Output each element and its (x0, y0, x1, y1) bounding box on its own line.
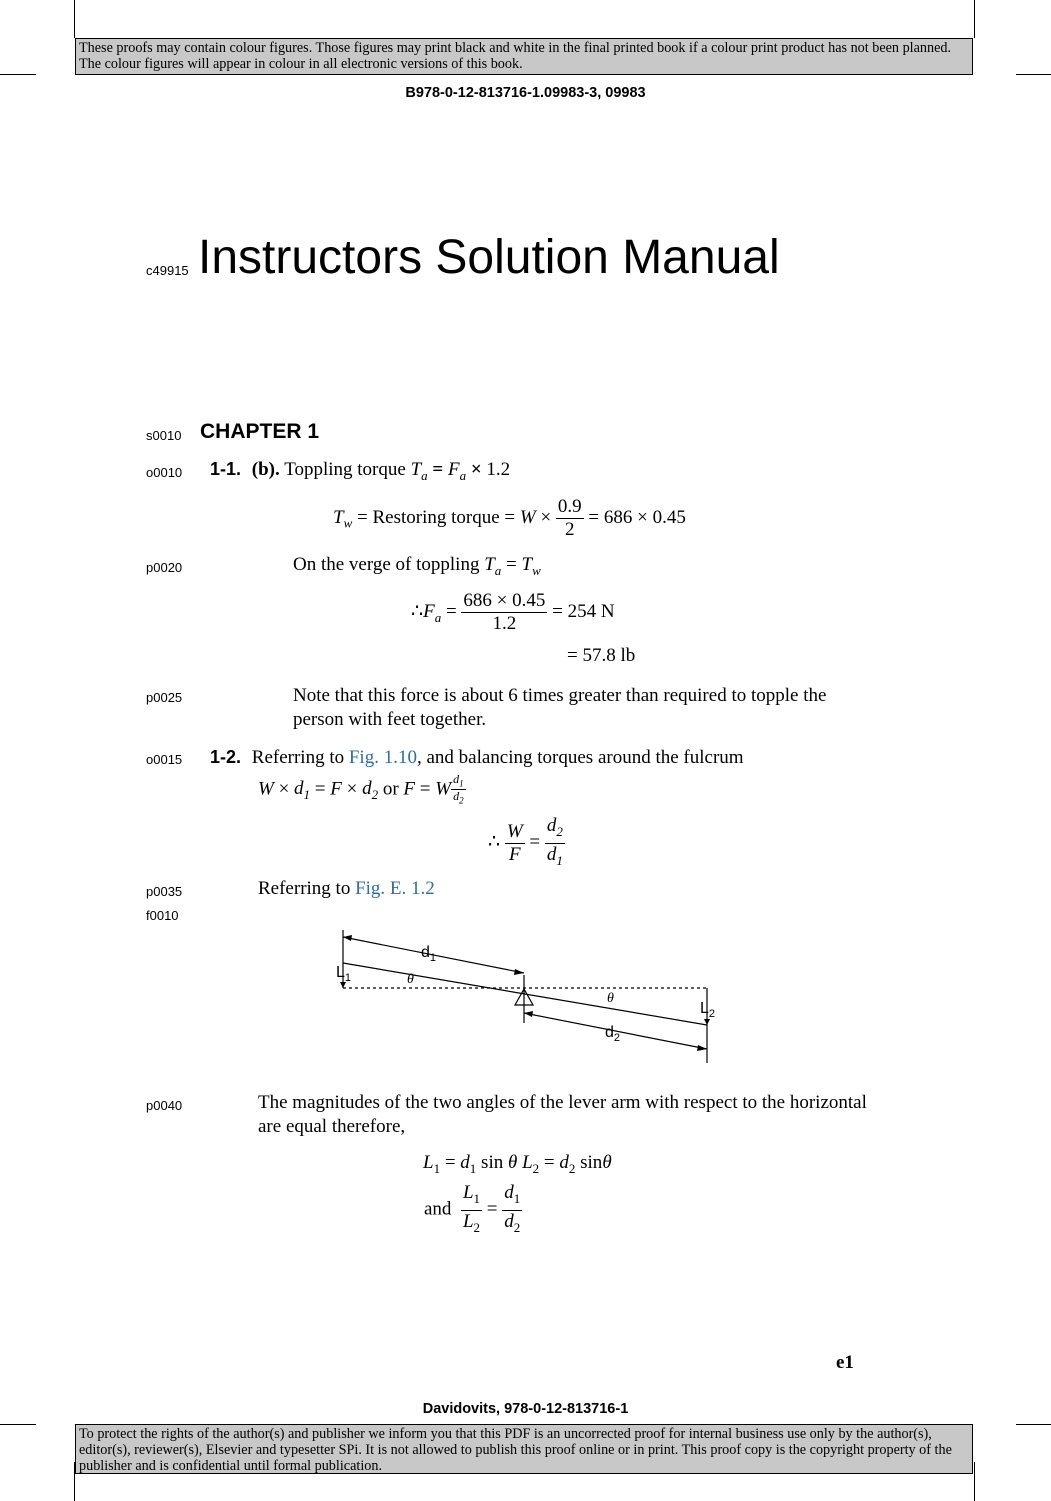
crop-mark (0, 74, 36, 75)
chapter-tag: c49915 (146, 263, 189, 278)
equation-force-lb: = 57.8 lb (567, 645, 636, 666)
section-tag: s0010 (146, 428, 182, 443)
page-number: e1 (836, 1352, 854, 1373)
paragraph-tag: p0035 (146, 884, 183, 899)
equation-restoring-torque: $T_w$ = Restoring torque = W × $\frac{0.9}{2}$ = 686 × 0.45 (333, 496, 686, 540)
svg-text:L1: $L_1$ (336, 964, 352, 984)
figure-link[interactable]: Fig. 1.10 (348, 747, 417, 768)
equation-length-ratio: and $\frac{L_1}{L_2}$ = $\frac{d_1}{d_2}$ (424, 1182, 521, 1235)
problem-part: (b). (251, 459, 280, 480)
paragraph-tag: p0020 (146, 560, 183, 575)
document-id: B978-0-12-813716-1.09983-3, 09983 (405, 85, 646, 101)
svg-text:d1: $d_1$ (421, 944, 437, 964)
figure-link[interactable]: Fig. E. 1.2 (355, 878, 435, 899)
proof-notice-bottom: To protect the rights of the author(s) and publisher we inform you that this PDF is an uncorrected proof for internal business use only by the author(s), editor(s), reviewer(s), Elsevier and typesetter SPi. It is not allowed to publish this proof online or in print. This proof copy is the copyright property of the publisher and is confidential until formal publication. (75, 1424, 973, 1474)
crop-mark (0, 1424, 36, 1425)
section-title: CHAPTER 1 (200, 420, 320, 443)
problem-tag: o0010 (146, 465, 183, 480)
svg-text:d2: $d_2$ (605, 1024, 621, 1044)
footer-id: Davidovits, 978-0-12-813716-1 (422, 1401, 629, 1417)
paragraph-verge: On the verge of toppling $T_a = T_w$ (293, 554, 541, 578)
figure-tag: f0010 (146, 908, 179, 923)
crop-mark (1016, 1424, 1051, 1425)
chapter-title: Instructors Solution Manual (198, 231, 780, 284)
equation-force: $\therefore F_a$ = $\frac{686 \times 0.45}{1.2}$ = 254 N (411, 590, 615, 634)
lever-diagram (330, 925, 730, 1070)
svg-text:L2: $L_2$ (700, 1000, 716, 1020)
problem-1-2-line: 1-2. Referring to Fig. 1.10, and balancing torques around the fulcrum (210, 747, 744, 768)
problem-tag: o0015 (146, 752, 183, 767)
crop-mark (974, 1462, 975, 1501)
problem-number: 1-2. (210, 747, 242, 767)
torque-balance-equation: $W \times d_1 = F \times d_2$ or F = W $\frac{d_1}{d_2}$ (258, 772, 464, 806)
problem-1-1-line: 1-1. (b). Toppling torque $T_a = F_a \times 1.2$ (210, 459, 511, 483)
paragraph-tag: p0025 (146, 690, 183, 705)
crop-mark (74, 0, 75, 38)
svg-text:θ: θ (607, 991, 614, 1006)
crop-mark (1016, 74, 1051, 75)
proof-notice-top: These proofs may contain colour figures. Those figures may print black and white in the final printed book if a colour print product has not been planned. The colour figures will appear in colour in all electronic versions of this book. (75, 38, 973, 75)
lever-arm (343, 963, 707, 1025)
problem-text: Toppling torque (284, 459, 406, 480)
paragraph-angles: The magnitudes of the two angles of the lever arm with respect to the horizontal are equal therefore, (258, 1092, 867, 1137)
paragraph-figure-ref: Referring to Fig. E. 1.2 (258, 878, 435, 899)
paragraph-note: Note that this force is about 6 times greater than required to topple the person with feet together. (293, 685, 827, 730)
crop-mark (974, 0, 975, 38)
problem-number: 1-1. (210, 459, 242, 479)
equation-lengths: $L_1 = d_1$ sin θ $L_2 = d_2$ sinθ (423, 1152, 612, 1176)
svg-text:θ: θ (407, 972, 414, 987)
paragraph-tag: p0040 (146, 1098, 183, 1113)
equation-ratio: ∴ $\frac{W}{F}$ = $\frac{d_2}{d_1}$ (488, 815, 563, 868)
